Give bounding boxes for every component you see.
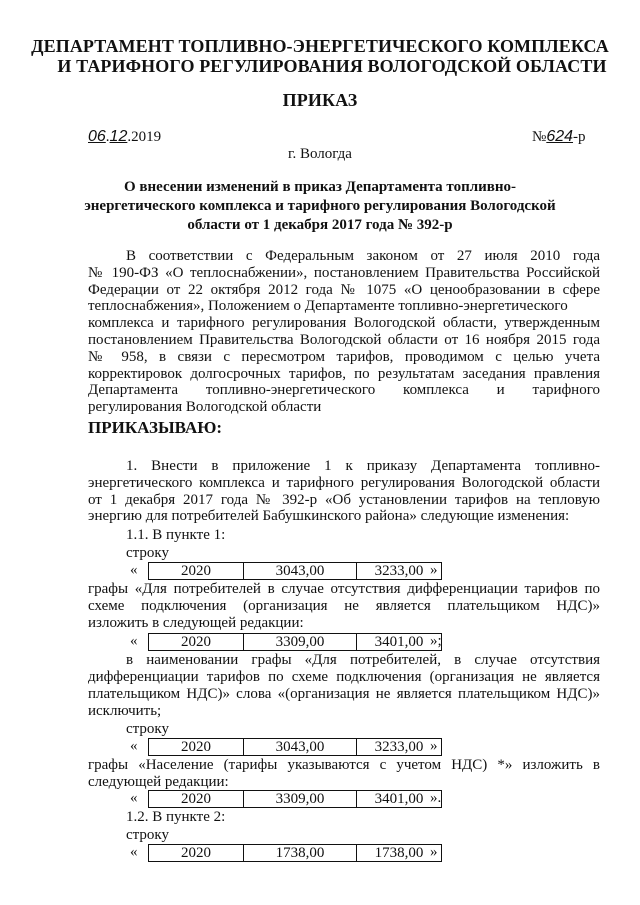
block-c-line: следующей редакции: <box>88 773 229 790</box>
number-prefix: № <box>532 129 547 145</box>
quote-open: « <box>130 738 138 754</box>
item-1 <box>88 458 600 525</box>
block-b-line: в наименовании графы «Для потребителей, в случае отсутствия <box>126 652 600 668</box>
item-1-line: энергетического комплекса и тарифного регулирования Вологодской области <box>88 474 600 491</box>
block-b-line: плательщиком НДС)» слова «(организация не является плательщиком НДС)» <box>88 685 600 702</box>
table-row-4 <box>130 790 460 808</box>
number-value: 624 <box>546 128 574 145</box>
table-cell-value-1: 3309,00 <box>243 790 357 808</box>
table-cell-year: 2020 <box>148 562 244 580</box>
table-cell-value-2: 3233,00 <box>356 738 442 756</box>
order-number <box>532 128 586 146</box>
block-a-line: схеме подключения (организация не является плательщиком НДС)» <box>88 597 600 614</box>
preamble-line: корректировок долгосрочных тарифов, по результатам заседания правления <box>88 365 600 382</box>
preamble-line: постановлением Правительства Вологодской области от 16 ноября 2015 года <box>88 331 600 348</box>
order-heading: ПРИКАЗ <box>282 90 358 110</box>
date-month: 12 <box>109 128 128 145</box>
department-name-line2: И ТАРИФНОГО РЕГУЛИРОВАНИЯ ВОЛОГОДСКОЙ ОБЛАСТИ <box>57 56 607 76</box>
quote-close: » <box>430 844 438 860</box>
preamble-line: комплекса и тарифного регулирования Вологодской области, утвержденным <box>88 315 600 332</box>
table-cell-value-2: 3401,00 <box>356 633 442 651</box>
item-1-line: 1. Внести в приложение 1 к приказу Департамента топливно- <box>126 458 600 474</box>
block-b-first <box>126 652 600 669</box>
preamble <box>88 248 600 416</box>
table-cell-value-2: 1738,00 <box>356 844 442 862</box>
item-1-line: энергию для потребителей Бабушкинского района» следующие изменения: <box>88 508 570 525</box>
quote-close: » <box>430 738 438 754</box>
subitem-1-1: 1.1. В пункте 1: <box>126 527 226 543</box>
title-line-1: О внесении изменений в приказ Департамента топливно- <box>123 179 517 195</box>
item-1-line: от 1 декабря 2017 года № 392-р «Об установлении тарифов на тепловую <box>88 491 600 508</box>
table-cell-year: 2020 <box>148 738 244 756</box>
block-b <box>88 669 600 719</box>
quote-close: » <box>430 562 438 578</box>
stroku-label: строку <box>126 545 169 561</box>
preamble-line: регулирования Вологодской области <box>88 399 322 416</box>
table-cell-value-2: 3233,00 <box>356 562 442 580</box>
subitem-1-2: 1.2. В пункте 2: <box>126 809 226 825</box>
quote-open: « <box>130 844 138 860</box>
table-row-3 <box>130 738 450 756</box>
quote-open: « <box>130 562 138 578</box>
table-row-2 <box>130 633 460 651</box>
table-cell-value-1: 3043,00 <box>243 562 357 580</box>
preamble-line: Департамента топливно-энергетического комплекса и тарифного <box>88 382 600 399</box>
preamble-line: Федерации от 22 октября 2012 года № 1075 «О ценообразовании в сфере <box>88 281 600 298</box>
preamble-line: теплоснабжения», Положением о Департаменте топливно-энергетического <box>88 298 568 315</box>
block-a <box>88 581 600 631</box>
table-cell-value-1: 3309,00 <box>243 633 357 651</box>
order-title <box>70 178 570 235</box>
preamble-line: № 958, в связи с пересмотром тарифов, проводимом с целью учета <box>88 348 600 365</box>
table-cell-year: 2020 <box>148 844 244 862</box>
number-suffix: -р <box>573 129 586 145</box>
title-line-2: энергетического комплекса и тарифного регулирования Вологодской <box>84 198 556 214</box>
table-cell-value-1: 3043,00 <box>243 738 357 756</box>
preamble-line: № 190-ФЗ «О теплоснабжении», постановлением Правительства Российской <box>88 264 600 281</box>
table-cell-year: 2020 <box>148 790 244 808</box>
block-a-line: графы «Для потребителей в случае отсутствия дифференциации тарифов по <box>88 581 600 597</box>
quote-open: « <box>130 790 138 806</box>
table-cell-year: 2020 <box>148 633 244 651</box>
date-year: .2019 <box>127 129 162 145</box>
block-b-line: дифференциации тарифов по схеме подключения (организация не является <box>88 669 600 685</box>
table-cell-value-1: 1738,00 <box>243 844 357 862</box>
block-a-line: изложить в следующей редакции: <box>88 614 304 631</box>
table-row-5 <box>130 844 450 862</box>
block-c-line: графы «Население (тарифы указываются с учетом НДС) *» изложить в <box>88 757 600 773</box>
department-name-line1: ДЕПАРТАМЕНТ ТОПЛИВНО-ЭНЕРГЕТИЧЕСКОГО КОМПЛЕКСА <box>31 36 609 56</box>
quote-close-semicolon: »; <box>430 633 442 649</box>
quote-close-period: ». <box>430 790 442 806</box>
title-line-3: области от 1 декабря 2017 года № 392-р <box>187 217 453 233</box>
stroku-label: строку <box>126 827 169 843</box>
stroku-label: строку <box>126 721 169 737</box>
block-b-line: исключить; <box>88 702 162 719</box>
table-cell-value-2: 3401,00 <box>356 790 442 808</box>
date-sep: . <box>105 129 110 145</box>
table-row-1 <box>130 562 450 580</box>
order-date <box>88 128 161 146</box>
block-c <box>88 757 600 791</box>
preamble-line: В соответствии с Федеральным законом от 27 июля 2010 года <box>126 248 600 264</box>
city: г. Вологда <box>288 146 352 162</box>
quote-open: « <box>130 633 138 649</box>
date-day: 06 <box>88 128 106 145</box>
order-decree: ПРИКАЗЫВАЮ: <box>88 418 223 437</box>
